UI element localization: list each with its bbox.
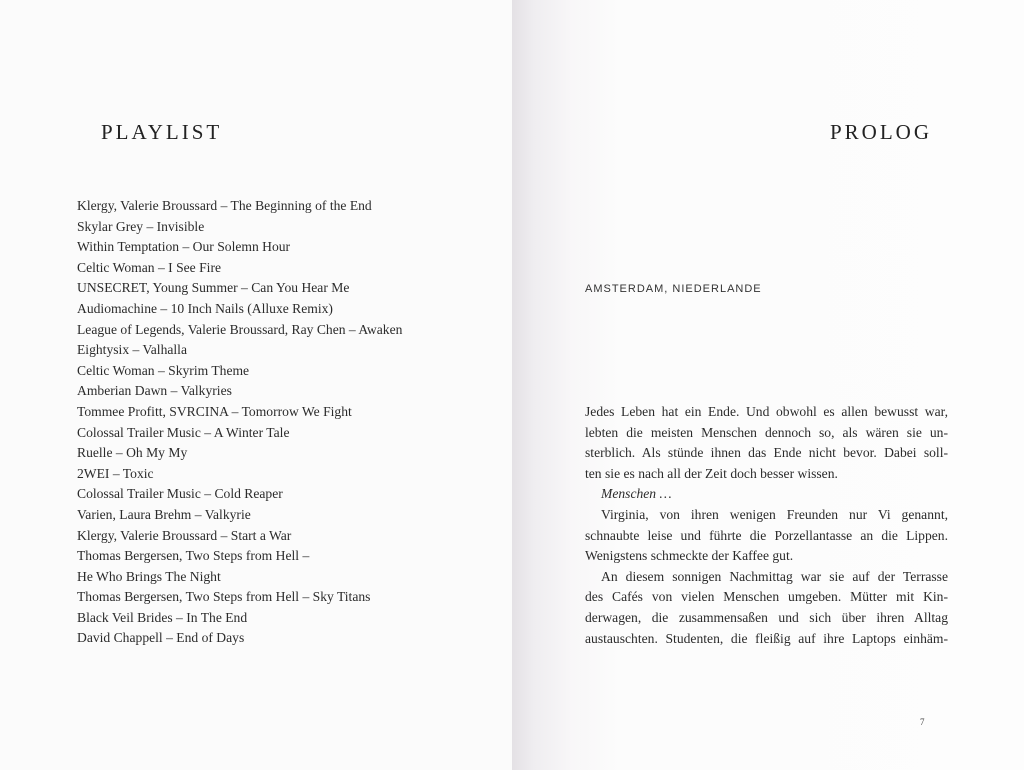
prolog-heading: PROLOG: [830, 120, 933, 144]
playlist-item: Audiomachine – 10 Inch Nails (Alluxe Remix): [77, 300, 333, 316]
text-line: Virginia, von ihren wenigen Freunden nur Vi genannt,: [601, 506, 948, 522]
text-line: derwagen, die zusammensaßen und sich über ihren Alltag: [585, 609, 948, 625]
playlist-item: Black Veil Brides – In The End: [77, 609, 248, 625]
text-line: lebten die meisten Menschen dennoch so, als wären sie un-: [585, 424, 948, 440]
playlist-item: Colossal Trailer Music – Cold Reaper: [77, 486, 283, 502]
location-label: AMSTERDAM, NIEDERLANDE: [585, 283, 762, 295]
paragraph: [585, 484, 948, 505]
text-line: des Cafés von vielen Menschen umgeben. Mütter mit Kin-: [585, 589, 948, 605]
playlist-item: Ruelle – Oh My My: [77, 445, 188, 461]
playlist-item: Klergy, Valerie Broussard – Start a War: [77, 527, 292, 543]
playlist-item: Amberian Dawn – Valkyries: [77, 383, 232, 399]
text-line: An diesem sonnigen Nachmittag war sie auf der Terrasse: [601, 568, 948, 584]
text-line: sterblich. Als stünde ihnen das Ende nicht bevor. Dabei soll-: [585, 445, 948, 461]
playlist: [77, 196, 402, 649]
paragraph: [585, 567, 948, 649]
playlist-item: David Chappell – End of Days: [77, 630, 245, 646]
playlist-item: League of Legends, Valerie Broussard, Ray Chen – Awaken: [77, 321, 403, 337]
playlist-item: Varien, Laura Brehm – Valkyrie: [77, 506, 251, 522]
paragraph: [585, 402, 948, 484]
playlist-item: Thomas Bergersen, Two Steps from Hell – Sky Titans: [77, 589, 371, 605]
playlist-item: Skylar Grey – Invisible: [77, 218, 205, 234]
paragraph: [585, 505, 948, 567]
playlist-item: Colossal Trailer Music – A Winter Tale: [77, 424, 290, 440]
playlist-item: 2WEI – Toxic: [77, 465, 154, 481]
playlist-item: Tommee Profitt, SVRCINA – Tomorrow We Fight: [77, 403, 352, 419]
page-number: 7: [920, 717, 925, 727]
playlist-item: Eightysix – Valhalla: [77, 342, 187, 358]
playlist-item: Celtic Woman – Skyrim Theme: [77, 362, 250, 378]
text-line: austauschten. Studenten, die fleißig auf ihre Laptops einhäm-: [585, 630, 948, 646]
prolog-body: [585, 402, 948, 649]
playlist-item: He Who Brings The Night: [77, 568, 221, 584]
playlist-item: Celtic Woman – I See Fire: [77, 259, 222, 275]
text-line: Jedes Leben hat ein Ende. Und obwohl es allen bewusst war,: [585, 404, 948, 419]
text-line: Wenigstens schmeckte der Kaffee gut.: [585, 548, 794, 564]
playlist-item: Within Temptation – Our Solemn Hour: [77, 239, 291, 255]
playlist-item: Klergy, Valerie Broussard – The Beginning of the End: [77, 198, 372, 213]
playlist-heading: PLAYLIST: [101, 120, 223, 144]
playlist-item: UNSECRET, Young Summer – Can You Hear Me: [77, 280, 350, 296]
text-line: schnaubte leise und führte die Porzellantasse an die Lippen.: [585, 527, 948, 543]
text-line: Menschen …: [601, 486, 672, 502]
playlist-item: Thomas Bergersen, Two Steps from Hell –: [77, 548, 310, 564]
right-page: [512, 0, 1024, 770]
text-line: ten sie es nach all der Zeit doch besser wissen.: [585, 465, 838, 481]
